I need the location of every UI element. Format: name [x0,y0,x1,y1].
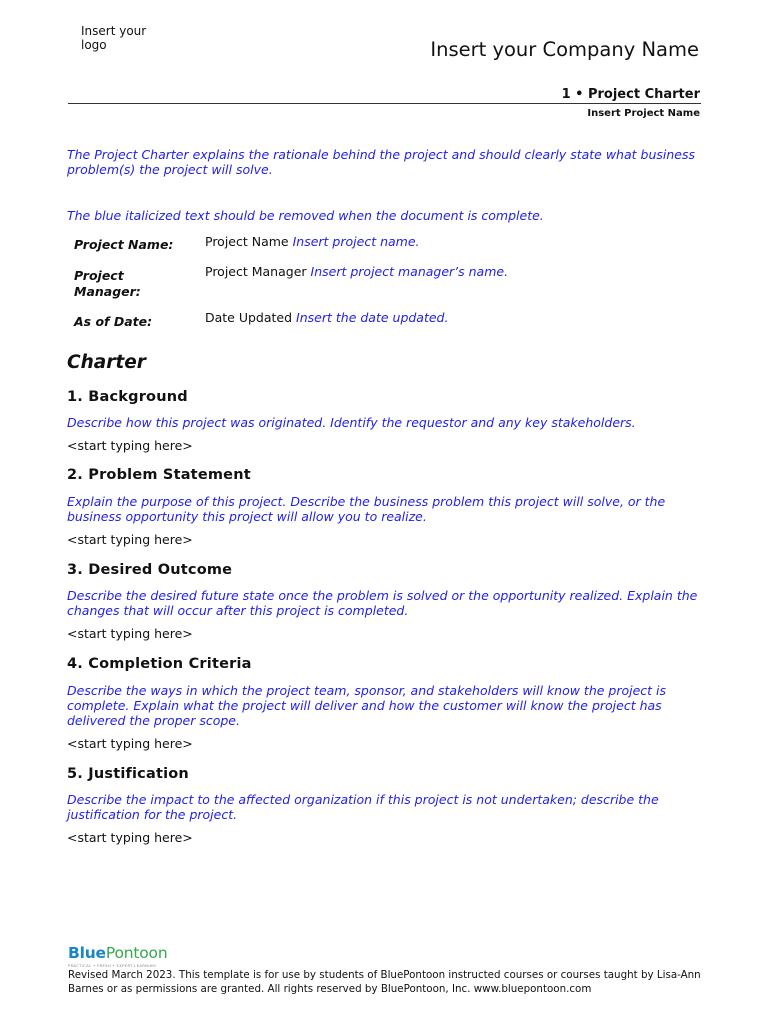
project-name-value[interactable] [205,234,420,249]
project-manager-label: Project Manager: [74,268,141,299]
footer-copyright: Revised March 2023. This template is for use by students of BluePontoon instructed courses or courses taught by Lisa-Ann Barnes or as permissions are granted. All rights reserved by BluePontoon, Inc. www.bluepontoon.com [68,969,701,995]
section-heading-justification: 5. Justification [67,766,189,782]
section-input-completion-criteria[interactable]: <start typing here> [67,736,193,751]
header-divider [68,103,701,104]
section-heading-problem-statement: 2. Problem Statement [67,467,251,483]
section-desc-justification: Describe the impact to the affected organization if this project is not undertaken; describe the justification for the project. [67,792,659,822]
section-heading-desired-outcome: 3. Desired Outcome [67,562,233,578]
section-desc-desired-outcome: Describe the desired future state once the problem is solved or the opportunity realized. Explain the changes that will occur after this project is completed. [67,588,698,618]
project-manager-hint: Insert project manager’s name. [310,264,509,279]
project-name-hint: Insert project name. [292,234,420,249]
section-heading-completion-criteria: 4. Completion Criteria [67,656,252,672]
logo-wordmark [68,944,167,962]
section-heading-background: 1. Background [67,389,188,405]
as-of-date-hint: Insert the date updated. [296,310,449,325]
logo-tagline: PRACTICAL • FRESH • EXPERT LEARNING [68,963,157,968]
section-desc-problem-statement: Explain the purpose of this project. Describe the business problem this project will solve, or the business opportunity this project will allow you to realize. [67,494,666,524]
logo-placeholder: Insert your logo [81,24,147,52]
removal-note: The blue italicized text should be removed when the document is complete. [67,208,544,223]
project-name-subtitle: Insert Project Name [587,108,700,119]
charter-heading: Charter [67,352,146,373]
logo-part-pontoon: Pontoon [105,944,168,962]
as-of-date-label: As of Date: [74,314,153,329]
bluepontoon-logo [68,944,167,968]
section-input-problem-statement[interactable]: <start typing here> [67,532,193,547]
project-manager-field: Project Manager [205,264,307,279]
section-desc-completion-criteria: Describe the ways in which the project team, sponsor, and stakeholders will know the project is complete. Explain what the project will deliver and how the customer will know the project has delivered the proper scope. [67,683,667,728]
section-input-justification[interactable]: <start typing here> [67,830,193,845]
as-of-date-field: Date Updated [205,310,293,325]
logo-part-blue: Blue [68,944,106,962]
company-name: Insert your Company Name [430,38,699,61]
project-name-field: Project Name [205,234,289,249]
section-desc-background: Describe how this project was originated. Identify the requestor and any key stakeholders. [67,415,636,430]
project-name-label: Project Name: [74,237,174,252]
intro-instruction: The Project Charter explains the rationale behind the project and should clearly state what business problem(s) the project will solve. [67,147,695,177]
section-input-desired-outcome[interactable]: <start typing here> [67,626,193,641]
as-of-date-value[interactable] [205,310,448,325]
project-manager-value[interactable] [205,264,508,279]
page-title: 1 • Project Charter [561,87,700,102]
section-input-background[interactable]: <start typing here> [67,438,193,453]
